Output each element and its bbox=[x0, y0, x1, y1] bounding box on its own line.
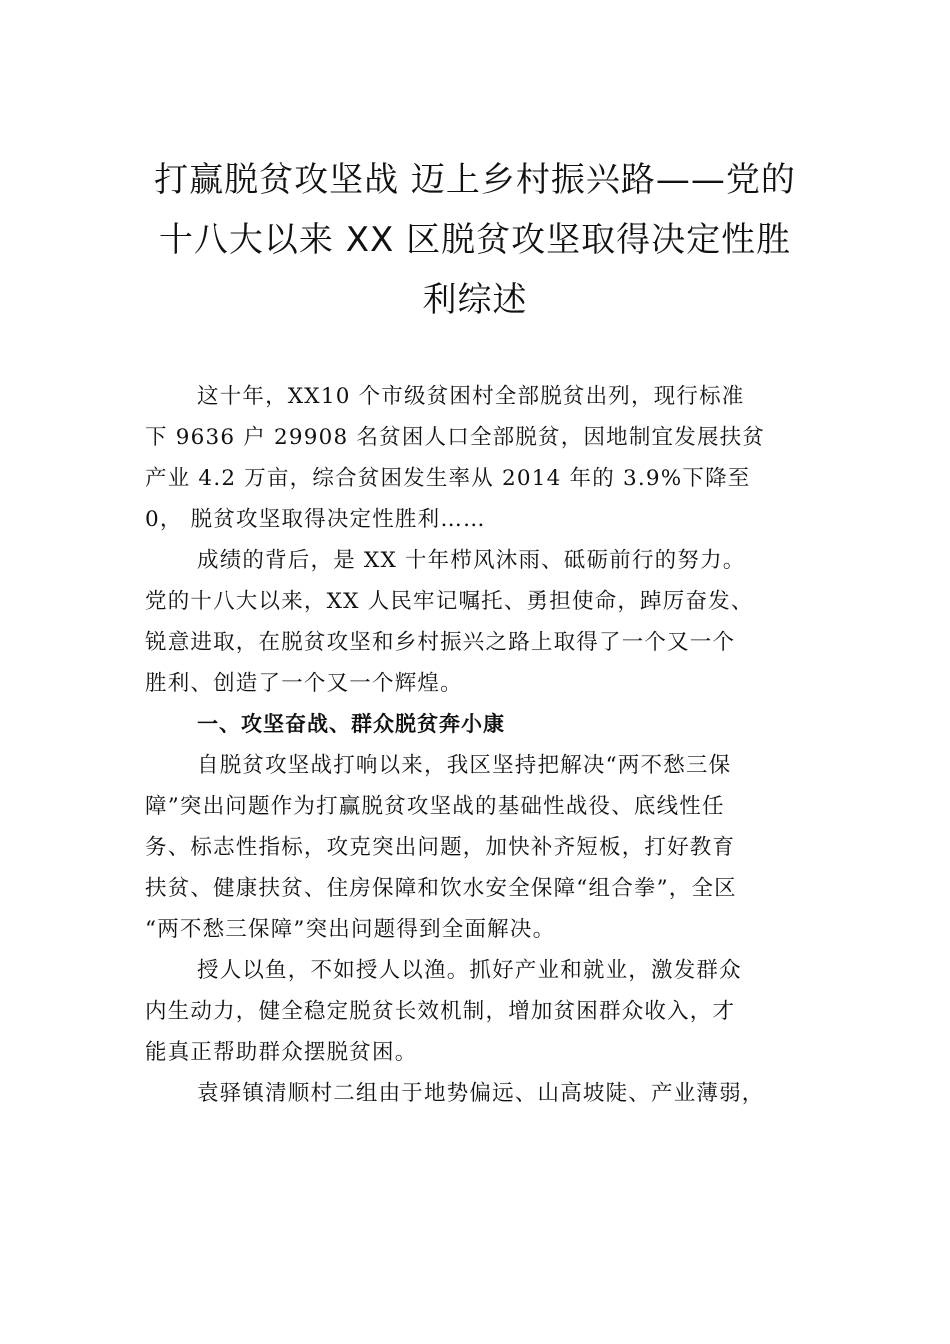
text-line: 成绩的背后，是 XX 十年栉风沐雨、砥砺前行的努力。 bbox=[197, 548, 746, 573]
paragraph-intro bbox=[145, 376, 815, 540]
text-line: 务、标志性指标，攻克突出问题，加快补齐短板，打好教育 bbox=[145, 835, 736, 860]
text-line: 袁驿镇清顺村二组由于地势偏远、山高坡陡、产业薄弱， bbox=[197, 1081, 765, 1106]
document-body bbox=[145, 376, 815, 1114]
text-line: 自脱贫攻坚战打响以来，我区坚持把解决“两不愁三保 bbox=[197, 753, 732, 778]
text-line: 这十年，XX10 个市级贫困村全部脱贫出列，现行标准 bbox=[197, 384, 745, 409]
text-line: “两不愁三保障”突出问题得到全面解决。 bbox=[145, 917, 556, 942]
text-line: 障”突出问题作为打赢脱贫攻坚战的基础性战役、底线性任 bbox=[145, 794, 725, 819]
paragraph-guarantees bbox=[145, 745, 815, 950]
title-line: 利综述 bbox=[422, 280, 528, 320]
title-line: 打赢脱贫攻坚战 迈上乡村振兴路——党的 bbox=[154, 160, 796, 200]
text-line: 扶贫、健康扶贫、住房保障和饮水安全保障“组合拳”，全区 bbox=[145, 876, 737, 901]
text-line: 授人以鱼，不如授人以渔。抓好产业和就业，激发群众 bbox=[197, 958, 742, 983]
section-heading: 一、攻坚奋战、群众脱贫奔小康 bbox=[197, 712, 505, 736]
paragraph-industry bbox=[145, 950, 815, 1073]
text-line: 0， 脱贫攻坚取得决定性胜利…… bbox=[145, 507, 486, 532]
text-line: 胜利、创造了一个又一个辉煌。 bbox=[145, 671, 463, 696]
paragraph-village bbox=[145, 1073, 815, 1114]
text-line: 能真正帮助群众摆脱贫困。 bbox=[145, 1040, 418, 1065]
text-line: 锐意进取，在脱贫攻坚和乡村振兴之路上取得了一个又一个 bbox=[145, 630, 736, 655]
text-line: 党的十八大以来，XX 人民牢记嘱托、勇担使命，踔厉奋发、 bbox=[145, 589, 754, 614]
text-line: 下 9636 户 29908 名贫困人口全部脱贫，因地制宜发展扶贫 bbox=[145, 425, 766, 450]
document-title bbox=[135, 150, 815, 330]
text-line: 产业 4.2 万亩，综合贫困发生率从 2014 年的 3.9%下降至 bbox=[145, 466, 751, 491]
text-line: 内生动力，健全稳定脱贫长效机制，增加贫困群众收入，才 bbox=[145, 999, 736, 1024]
title-line: 十八大以来 XX 区脱贫攻坚取得决定性胜 bbox=[158, 220, 792, 260]
paragraph-achievements bbox=[145, 540, 815, 704]
